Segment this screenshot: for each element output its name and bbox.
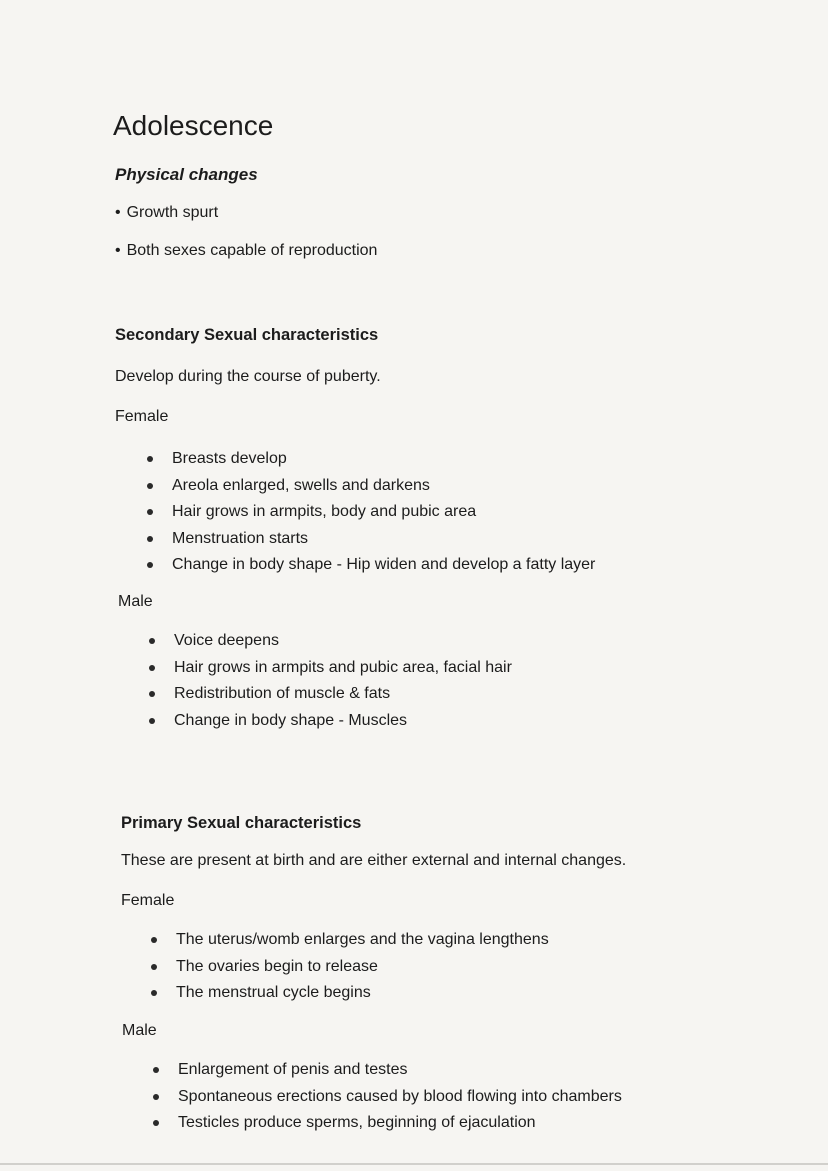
list-item: The menstrual cycle begins <box>151 980 549 1007</box>
secondary-heading: Secondary Sexual characteristics <box>115 326 379 344</box>
physical-changes-list <box>115 204 377 280</box>
primary-male-list <box>153 1057 622 1137</box>
primary-heading: Primary Sexual characteristics <box>121 814 362 832</box>
list-item: Areola enlarged, swells and darkens <box>147 473 595 500</box>
bullet-icon <box>153 1094 159 1100</box>
secondary-male-label: Male <box>118 593 153 610</box>
list-item: The uterus/womb enlarges and the vagina lengthens <box>151 927 549 954</box>
primary-intro: These are present at birth and are either external and internal changes. <box>121 852 627 869</box>
bullet-icon <box>147 536 153 542</box>
list-item: Hair grows in armpits, body and pubic area <box>147 499 595 526</box>
page-title: Adolescence <box>113 110 274 141</box>
list-item: Change in body shape - Hip widen and develop a fatty layer <box>147 552 595 579</box>
bullet-icon <box>153 1067 159 1073</box>
bullet-icon <box>149 691 155 697</box>
primary-male-label: Male <box>122 1022 157 1039</box>
secondary-male-list <box>149 628 512 734</box>
list-item: Change in body shape - Muscles <box>149 708 512 735</box>
bullet-icon <box>151 990 157 996</box>
list-item: Hair grows in armpits and pubic area, facial hair <box>149 655 512 682</box>
bullet-icon <box>147 509 153 515</box>
list-item: • Growth spurt <box>115 204 219 221</box>
bullet-icon <box>153 1120 159 1126</box>
bullet-icon <box>149 638 155 644</box>
list-item: Redistribution of muscle & fats <box>149 681 512 708</box>
list-item: Menstruation starts <box>147 526 595 553</box>
list-item: Breasts develop <box>147 446 595 473</box>
physical-changes-heading: Physical changes <box>115 165 258 184</box>
bullet-icon <box>147 483 153 489</box>
bullet-icon <box>149 718 155 724</box>
secondary-female-label: Female <box>115 408 169 425</box>
bullet-icon <box>151 937 157 943</box>
secondary-intro: Develop during the course of puberty. <box>115 368 381 385</box>
primary-female-list <box>151 927 549 1007</box>
list-item: • Both sexes capable of reproduction <box>115 242 378 259</box>
bullet-icon <box>149 665 155 671</box>
list-item: Testicles produce sperms, beginning of ejaculation <box>153 1110 622 1137</box>
list-item: Enlargement of penis and testes <box>153 1057 622 1084</box>
primary-female-label: Female <box>121 892 175 909</box>
list-item: Spontaneous erections caused by blood flowing into chambers <box>153 1084 622 1111</box>
bullet-icon <box>147 456 153 462</box>
bullet-icon <box>147 562 153 568</box>
secondary-female-list <box>147 446 595 579</box>
bullet-icon <box>151 964 157 970</box>
list-item: Voice deepens <box>149 628 512 655</box>
list-item: The ovaries begin to release <box>151 954 549 981</box>
